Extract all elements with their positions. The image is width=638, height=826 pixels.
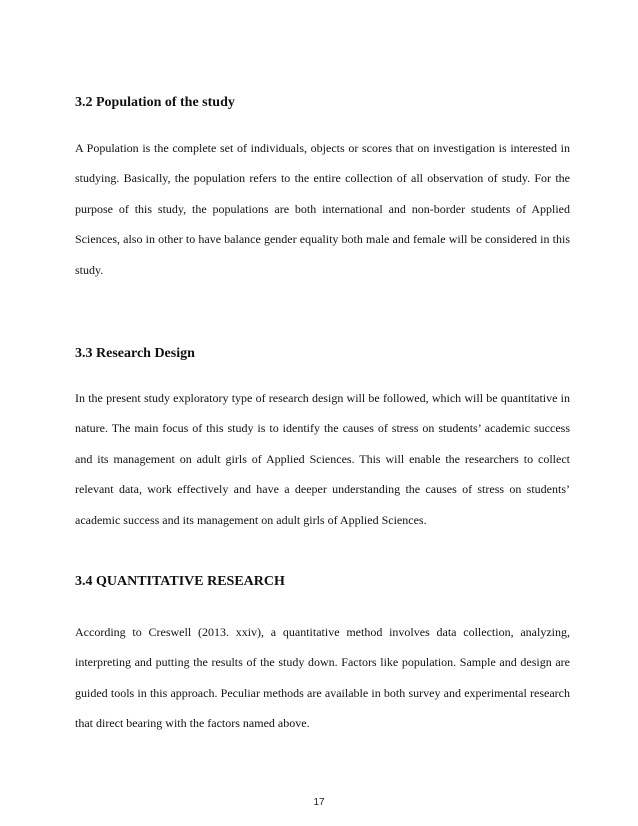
section-paragraph: In the present study exploratory type of research design will be followed, which will be quantitative in nature. The main focus of this study is to identify the causes of stress on students’ academic success and its management on adult girls of Applied Sciences. This will enable the researchers to collect relevant data, work effectively and have a deeper understanding the causes of stress on students’ academic success and its management on adult girls of Applied Sciences. [75,391,570,527]
section-heading: 3.3 Research Design [75,346,195,361]
section-quantitative-research [75,573,570,739]
section-heading: 3.2 Population of the study [75,95,235,110]
page-number: 17 [313,797,325,808]
section-population-of-the-study [75,94,570,285]
section-paragraph: According to Creswell (2013. xxiv), a quantitative method involves data collection, analyzing, interpreting and putting the results of the study down. Factors like population. Sample and design are guided tools in this approach. Peculiar methods are available in both survey and experimental research that direct bearing with the factors named above. [75,625,570,731]
section-heading: 3.4 QUANTITATIVE RESEARCH [75,574,285,589]
section-paragraph: A Population is the complete set of individuals, objects or scores that on investigation is interested in studying. Basically, the population refers to the entire collection of all observation of study. For the purpose of this study, the populations are both international and non-border students of Applied Sciences, also in other to have balance gender equality both male and female will be considered in this study. [75,141,570,277]
section-research-design [75,345,570,535]
